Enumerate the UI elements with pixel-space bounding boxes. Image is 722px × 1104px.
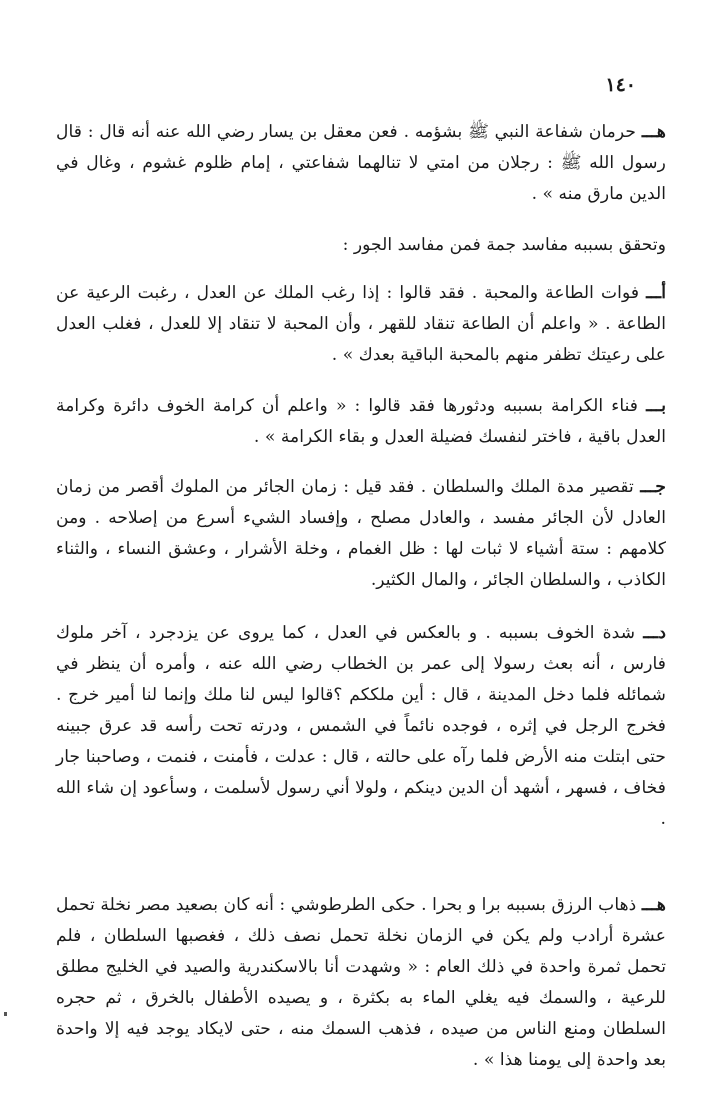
- paragraph-text: تقصير مدة الملك والسلطان . فقد قيل : زمان الجائر من الملوك أقصر من زمان العادل لأن الجائر مفسد ، والعادل مصلح ، وإفساد الشيء أسرع من إصلاحه . ومن كلامهم : ستة أشياء لا ثبات لها : ظل الغمام ، وخلة الأشرار ، وعشق النساء ، والثناء الكاذب ، والسلطان الجائر ، والمال الكثير.: [56, 477, 666, 590]
- paragraph-text: شدة الخوف بسببه . و بالعكس في العدل ، كما يروى عن يزدجرد ، آخر ملوك فارس ، أنه بعث رسولا إلى عمر بن الخطاب رضي الله عنه ، وأمره أن ينظر في شمائله فلما دخل المدينة ، قال : أين ملككم ؟قالوا ليس لنا ملك وإنما لنا أمير خرج . فخرج الرجل في إثره ، فوجده نائماً في الشمس ، ودرته تحت رأسه قد عرق جبينه حتى ابتلت منه الأرض فلما رآه على حالته ، قال : عدلت ، فأمنت ، فنمت ، وصاحبنا جار فخاف ، فسهر ، أشهد أن الدين دينكم ، ولولا أني رسول لأسلمت ، وسأعود إن شاء الله .: [56, 623, 666, 829]
- scan-speck: [4, 1012, 7, 1016]
- paragraph-fear: [56, 618, 666, 835]
- paragraph-text: فوات الطاعة والمحبة . فقد قالوا : إذا رغب الملك عن العدل ، رغبت الرعية عن الطاعة . « واعلم أن الطاعة تنقاد للقهر ، وأن المحبة لا تنقاد إلا للعدل ، فغلب العدل على رعيتك تظفر منهم بالمحبة الباقية بعدك » .: [56, 283, 666, 365]
- paragraph-lead-marker: هـــ: [641, 895, 666, 915]
- paragraph-text: ذهاب الرزق بسببه برا و بحرا . حكى الطرطوشي : أنه كان بصعيد مصر نخلة تحمل عشرة أرادب ولم يكن في الزمان نخلة تحمل نصف ذلك ، فغصبها السلطان ، فلم تحمل ثمرة واحدة في ذلك العام : « وشهدت أنا بالاسكندرية والصيد في الخليج مطلق للرعية ، والسمك فيه يغلي الماء به بكثرة ، و يصيده الأطفال بالخرق ، ثم حجره السلطان ومنع الناس من صيده ، فذهب السمك منه ، حتى لايكاد يوجد فيه إلا واحدة بعد واحدة إلى يومنا هذا » .: [56, 895, 666, 1070]
- paragraph-dignity: [56, 391, 666, 453]
- paragraph-harms-intro: [56, 230, 666, 261]
- paragraph-lead-marker: دـــ: [643, 623, 666, 643]
- paragraph-text: حرمان شفاعة النبي ﷺ بشؤمه . فعن معقل بن يسار رضي الله عنه أنه قال : قال رسول الله ﷺ : رجلان من امتي لا تنالهما شفاعتي ، إمام ظلوم غشوم ، وغال في الدين مارق منه » .: [56, 122, 666, 204]
- paragraph-text: وتحقق بسببه مفاسد جمة فمن مفاسد الجور :: [342, 235, 666, 255]
- paragraph-lead-marker: هـــ: [641, 122, 666, 142]
- paragraph-intercession: [56, 117, 666, 210]
- paragraph-lead-marker: أـــ: [646, 283, 666, 303]
- paragraph-text: فناء الكرامة بسببه ودثورها فقد قالوا : « واعلم أن كرامة الخوف دائرة وكرامة العدل باقية ، فاختر لنفسك فضيلة العدل و بقاء الكرامة » .: [56, 396, 666, 447]
- paragraph-loss-of-provision: [56, 890, 666, 1076]
- paragraph-lead-marker: بـــ: [646, 396, 666, 416]
- page-number: ١٤٠: [605, 74, 636, 96]
- paragraph-lead-marker: جـــ: [640, 477, 666, 497]
- paragraph-obedience-love: [56, 278, 666, 371]
- paragraph-short-reign: [56, 472, 666, 596]
